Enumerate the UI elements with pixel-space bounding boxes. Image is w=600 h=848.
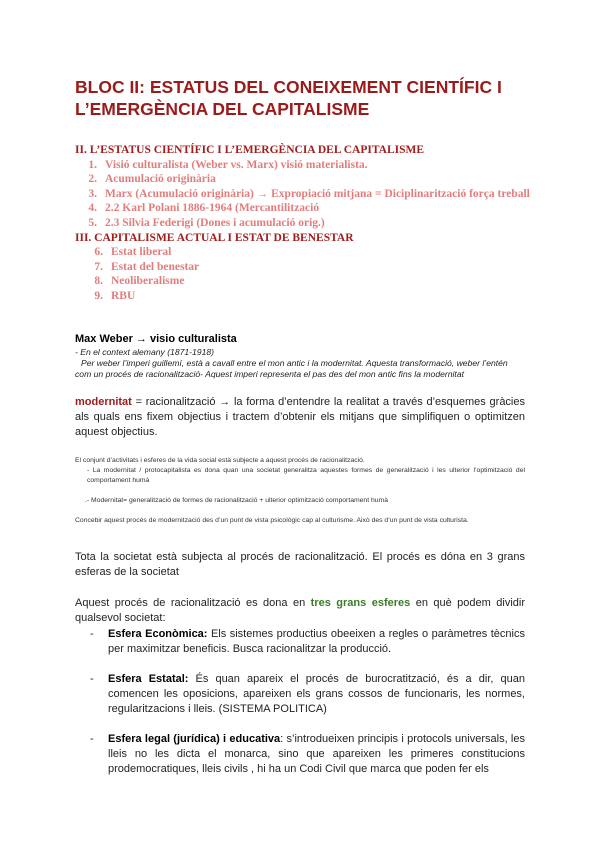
weber-context: - En el context alemany (1871-1918) [75,347,215,357]
note-line: El conjunt d’activitats i esferes de la vida social està subjecte a aquest procés de racionalització. [75,457,365,464]
toc-item-number: 4. [88,202,97,215]
document-title: BLOC II: ESTATUS DEL CONEIXEMENT CIENTÍFIC I L’EMERGÈNCIA DEL CAPITALISME [75,77,502,119]
sphere-label: Esfera Econòmica: [108,628,208,640]
list-item [75,672,525,717]
list-dash: - [90,733,94,745]
sphere-text: Els sistemes productius obeeixen a regles o paràmetres tècnics per maximitzar beneficis. Busca racionalitzar la producció. [108,628,525,655]
toc-item [75,274,535,289]
note-line: Concebir aquest procés de modernització des d’un punt de vista psicològic cap al culturisme. Això des d’un punt de vista culturista. [75,517,469,524]
sphere-label: Esfera Estatal: [108,673,189,685]
society-paragraph [75,550,525,580]
toc-item-text: 2.3 Silvia Federigi (Dones i acumulació orig.) [105,216,325,229]
toc-heading-section-3: III. CAPITALISME ACTUAL I ESTAT DE BENESTAR [75,231,354,244]
modernitat-paragraph [75,395,525,440]
spheres-intro-text: Aquest procés de racionalització es dona en [75,597,311,609]
toc-item-number: 1. [88,158,97,171]
toc-item-text: Marx (Acumulació originària) → Expropiació mitjana = Diciplinarització força treball [105,187,530,200]
toc-item-text: Neoliberalisme [111,275,185,288]
toc-item-number: 3. [88,187,97,200]
toc-item-text: Estat liberal [111,246,172,259]
sphere-text: És quan apareix el procés de burocratització, és a dir, quan comencen les oposicions, apareixen els grans cossos de funcionaris, les normes, regularitzacions i lleis. (SISTEMA POLITICA) [108,673,525,715]
weber-heading: Max Weber → visio culturalista [75,333,237,345]
toc-item-text: RBU [111,289,136,302]
toc-item-number: 2. [88,173,97,186]
toc-item [75,158,535,173]
note-line: - La modernitat / protocapitalista es dona quan una societat generalitza aquestes formes de generalització i les ulterior l’optimització del comportament humà [87,467,525,484]
toc-item [75,172,535,187]
notes-block [75,456,525,526]
society-text: Tota la societat està subjecta al procés de racionalització. El procés es dóna en 3 grans esferas de la societat [75,551,525,578]
spheres-keyword: tres grans esferes [310,597,411,609]
toc-item [75,260,535,275]
list-item [75,627,525,657]
toc-item [75,216,535,231]
sphere-text: : s’introdueixen principis i protocols universals, les lleis no les dicta el monarca, sino que apareixen les primeres constitucions prodemocratiques, lleis civils , hi ha un Codi Civil que marca que poden fer els [108,733,525,775]
toc-item-text: Visió culturalista (Weber vs. Marx) visió materialista. [105,158,368,171]
list-item [75,732,525,777]
toc-item [75,289,535,304]
list-dash: - [90,628,94,640]
modernitat-keyword: modernitat [75,396,132,408]
sphere-label: Esfera legal (jurídica) i educativa [108,733,281,745]
toc-item-text: Estat del benestar [111,260,200,273]
toc-item-number: 5. [88,216,97,229]
weber-description: Per weber l’imperi guillemí, està a cavall entre el mon antic i la modernitat. Aquesta transformació, weber l’entén com un procés de racionalització- Aquest imperi representa el pas des del mon antic fins la modernitat [75,358,508,379]
toc-item [75,201,535,216]
spheres-intro [75,596,525,626]
weber-section [75,333,525,380]
note-line: .- Modernitat= generalització de formes de racionalització + ulterior optimització comportament humà [85,497,388,504]
toc-item-number: 6. [94,246,103,259]
toc-item [75,187,535,202]
toc-item-number: 8. [94,275,103,288]
list-dash: - [90,673,94,685]
toc-item-number: 7. [94,260,103,273]
spheres-list [75,627,525,777]
toc-item-number: 9. [94,289,103,302]
toc-item-text: Acumulació originària [105,173,216,186]
table-of-contents [75,143,535,304]
modernitat-text: = racionalització → la forma d’entendre la realitat a través d’esquemes gràcies als quals ens fixem objectius i tractem d’obtenir els mitjans que simplifiquen o optimitzen aquest objectius. [75,396,525,438]
toc-heading-section-2: II. L’ESTATUS CIENTÍFIC I L’EMERGÈNCIA DEL CAPITALISME [75,144,425,156]
toc-item [75,245,535,260]
spheres-intro-text-end: en què podem dividir qualsevol societat: [75,597,525,624]
toc-item-text: 2.2 Karl Polani 1886-1964 (Mercantilització [105,202,320,215]
